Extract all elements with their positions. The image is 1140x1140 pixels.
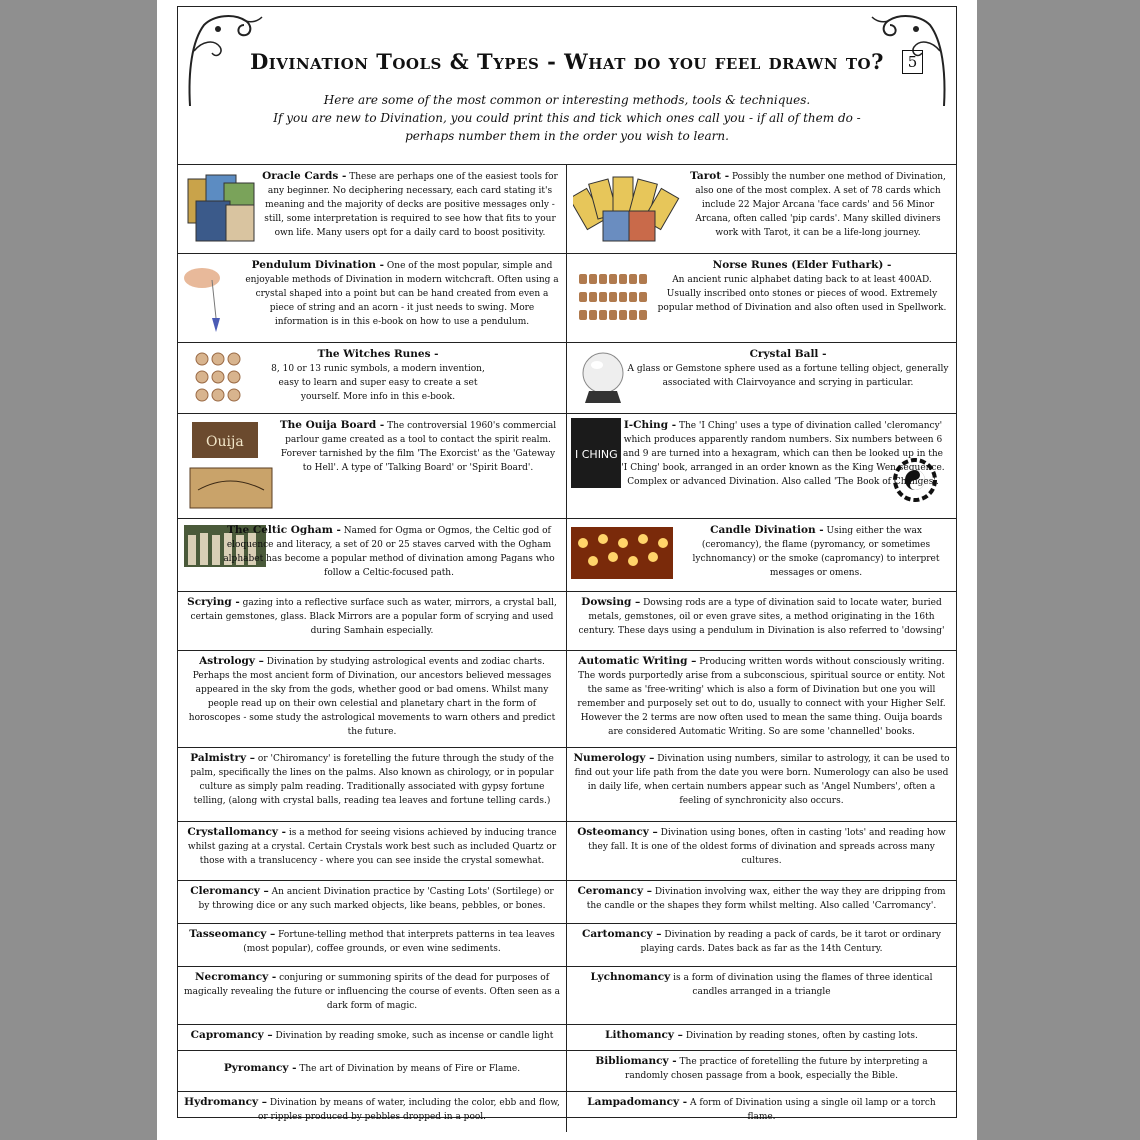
table-row [178, 342, 956, 413]
entry-name: Dowsing – [581, 596, 641, 608]
entry-tasseomancy [178, 924, 567, 966]
entry-candle-divination [567, 519, 956, 591]
entry-text: Dowsing rods are a type of divination said to locate water, buried metals, gemstones, oil or even grave sites, a method originating in the 16th century. These days using a pendulum in Divination is also referred to 'dowsing' [578, 598, 945, 636]
crystal-ball-image [575, 347, 631, 409]
entry-text: A glass or Gemstone sphere used as a fortune telling object, generally associated with Clairvoyance and scrying in particular. [627, 364, 949, 388]
entry-text: conjuring or summoning spirits of the dead for purposes of magically revealing the future or influencing the course of events. Often seen as a dark form of magic. [184, 973, 560, 1011]
page-header [178, 7, 956, 164]
entry-text: is a form of divination using the flames of three identical candles arranged in a triangle [673, 973, 933, 997]
tarot-cards-image [573, 171, 685, 245]
entry-scrying [178, 592, 567, 650]
table-row [178, 747, 956, 821]
pendulum-image [182, 260, 242, 334]
entry-name: Norse Runes (Elder Futhark) - [712, 259, 892, 271]
i-ching-book-title: I CHING [575, 448, 618, 461]
page-title: Divination Tools & Types - What do you feel drawn to? [250, 49, 884, 74]
entry-tarot [567, 165, 956, 253]
entry-text: or 'Chiromancy' is foretelling the future through the study of the palm, specifically the lines on the palms. Also known as chirology, or in popular culture as simply palm reading. Traditionally associated with gypsy fortune telling, (along with crystal balls, reading tea leaves and fortune telling cards.) [190, 754, 554, 806]
entry-text: Divination by means of water, including the color, ebb and flow, or ripples produced by pebbles dropped in a pool. [257, 1098, 560, 1122]
entry-text: Fortune-telling method that interprets patterns in tea leaves (most popular), coffee grounds, or even wine sediments. [243, 930, 555, 954]
ouija-board-image [188, 420, 274, 512]
entry-capromancy [178, 1025, 567, 1050]
ouija-logo-text: Ouija [206, 434, 244, 450]
divination-grid [178, 164, 956, 1132]
entry-name: Palmistry – [190, 752, 256, 764]
entry-name: Numerology – [573, 752, 655, 764]
entry-text: The art of Divination by means of Fire or Flame. [299, 1064, 521, 1074]
entry-witches-runes [178, 343, 567, 413]
entry-hydromancy [178, 1092, 567, 1132]
table-row [178, 1050, 956, 1091]
entry-name: Hydromancy – [184, 1096, 268, 1108]
entry-cartomancy [567, 924, 956, 966]
entry-text: A form of Divination using a single oil lamp or a torch flame. [690, 1098, 936, 1122]
intro-line: perhaps number them in the order you wish to learn. [405, 129, 729, 143]
entry-oracle-cards [178, 165, 567, 253]
entry-name: Lithomancy – [605, 1029, 683, 1041]
entry-bibliomancy [567, 1051, 956, 1091]
table-row [178, 966, 956, 1024]
entry-text: Divination using numbers, similar to astrology, it can be used to find out your life path from the date you were born. Numerology can also be used in daily life, when certain numbers appear such as 'Angel Numbers', often a feeling of synchronicity also occurs. [574, 754, 950, 806]
entry-crystal-ball [567, 343, 956, 413]
entry-name: Crystallomancy - [187, 826, 286, 838]
entry-name: Oracle Cards - [262, 170, 347, 182]
table-row [178, 821, 956, 880]
entry-astrology [178, 651, 567, 747]
entry-text: The 'I Ching' uses a type of divination called 'cleromancy' which produces apparently random numbers. Six numbers between 6 and 9 are turned into a hexagram, which can then be looked up in the 'I Ching' book, arranged in an order known as the King Wen sequence. Complex or advanced Divination. Also called 'The Book of Changes'. [621, 421, 945, 487]
entry-cleromancy [178, 881, 567, 923]
entry-name: Pyromancy - [223, 1062, 297, 1074]
table-row [178, 880, 956, 923]
entry-lithomancy [567, 1025, 956, 1050]
entry-name: Ceromancy – [577, 885, 652, 897]
entry-text: is a method for seeing visions achieved by inducing trance whilst gazing at a crystal. Certain Crystals work best such as included Quartz or those with a translucency - where you can see inside the crystal somewhat. [187, 828, 557, 866]
entry-text: These are perhaps one of the easiest tools for any beginner. No deciphering necessary, each card stating it's meaning and the majority of decks are positive messages only - still, some interpretation is required to see how that fits to your own life. Many users opt for a daily card to boost positivity. [264, 172, 558, 238]
entry-necromancy [178, 967, 567, 1024]
entry-name: Tarot - [690, 170, 730, 182]
table-row [178, 923, 956, 966]
entry-norse-runes [567, 254, 956, 342]
intro-text [218, 91, 916, 145]
entry-celtic-ogham [178, 519, 567, 591]
entry-name: The Celtic Ogham - [227, 524, 341, 536]
entry-numerology [567, 748, 956, 821]
entry-text: Divination by reading a pack of cards, be it tarot or ordinary playing cards. Dates back as far as the 14th Century. [640, 930, 942, 954]
entry-name: The Witches Runes - [317, 348, 439, 360]
entry-name: Cartomancy – [581, 928, 662, 940]
entry-dowsing [567, 592, 956, 650]
witches-runes-image [192, 349, 252, 407]
entry-name: The Ouija Board - [279, 419, 385, 431]
entry-lychnomancy [567, 967, 956, 1024]
entry-text: One of the most popular, simple and enjoyable methods of Divination in modern witchcraft. Often using a crystal shaped into a point but can be hand created from even a piece of string and an acorn - it just needs to swing. More information is in this e-book on how to use a pendulum. [245, 261, 559, 327]
candles-image [571, 527, 673, 579]
entry-ouija-board [178, 414, 567, 518]
entry-name: Astrology – [199, 655, 264, 667]
entry-ceromancy [567, 881, 956, 923]
entry-name: Necromancy - [194, 971, 277, 983]
table-row [178, 253, 956, 342]
entry-name: Lychnomancy [590, 971, 671, 983]
entry-text: Using either the wax (ceromancy), the flame (pyromancy, or sometimes lychnomancy) or the smoke (capromancy) to interpret messages or omens. [692, 526, 940, 578]
entry-name: Lampadomancy - [587, 1096, 688, 1108]
entry-name: Bibliomancy - [595, 1055, 677, 1067]
table-row [178, 164, 956, 253]
table-row [178, 650, 956, 747]
table-row [178, 591, 956, 650]
oracle-cards-image [186, 171, 258, 243]
document-page [157, 0, 977, 1140]
intro-line: If you are new to Divination, you could print this and tick which ones call you - if all of them do - [273, 111, 861, 125]
entry-name: Pendulum Divination - [251, 259, 385, 271]
entry-text: Divination involving wax, either the way they are dripping from the candle or the shapes they form whilst melting. Also called 'Carromancy'. [586, 887, 946, 911]
entry-name: Capromancy – [190, 1029, 273, 1041]
entry-name: Scrying - [187, 596, 240, 608]
entry-pendulum [178, 254, 567, 342]
entry-text: An ancient Divination practice by 'Casting Lots' (Sortilege) or by throwing dice or any such marked objects, like beans, pebbles, or bones. [198, 887, 554, 911]
entry-name: Osteomancy – [577, 826, 658, 838]
entry-osteomancy [567, 822, 956, 880]
entry-palmistry [178, 748, 567, 821]
entry-name: I-Ching - [623, 419, 677, 431]
entry-text: gazing into a reflective surface such as water, mirrors, a crystal ball, certain gemstones, glass. Black Mirrors are a popular form of scrying and used during Samhain especially. [190, 598, 557, 636]
entry-text: The controversial 1960's commercial parlour game created as a tool to contact the spirit realm. Forever tarnished by the film 'The Exorcist' as the 'Gateway to Hell'. A type of 'Talking Board' or 'Spirit Board'. [280, 421, 557, 473]
entry-pyromancy [178, 1051, 567, 1091]
entry-name: Automatic Writing – [578, 655, 697, 667]
entry-crystallomancy [178, 822, 567, 880]
i-ching-book-image [571, 418, 621, 488]
entry-automatic-writing [567, 651, 956, 747]
entry-text: Divination by studying astrological events and zodiac charts. Perhaps the most ancient form of Divination, our ancestors believed messages appeared in the sky from the gods, whether good or bad omens. Whilst many people read up on their own celestial and planetary chart in the form of horoscopes - some study the astrological movements to warn others and predict the future. [188, 657, 556, 737]
entry-text: Named for Ogma or Ogmos, the Celtic god of eloquence and literacy, a set of 20 or 25 staves carved with the Ogham alphabet has become a popular method of divination among Pagans who follow a Celtic-focused path. [223, 526, 555, 578]
table-row [178, 518, 956, 591]
page-number: 5 [902, 50, 923, 74]
table-row [178, 1024, 956, 1050]
table-row [178, 1091, 956, 1132]
entry-name: Crystal Ball - [749, 348, 827, 360]
entry-i-ching [567, 414, 956, 518]
norse-runes-image [577, 272, 651, 324]
entry-text: An ancient runic alphabet dating back to at least 400AD. Usually inscribed onto stones or pieces of wood. Extremely popular method of Divination and also often used in Spellwork. [657, 275, 947, 313]
entry-text: Divination by reading stones, often by casting lots. [685, 1031, 918, 1041]
entry-text: Divination using bones, often in casting 'lots' and reading how they fall. It is one of the oldest forms of divination and spreads across many cultures. [588, 828, 946, 866]
entry-text: 8, 10 or 13 runic symbols, a modern invention, easy to learn and super easy to create a set yourself. More info in this e-book. [271, 364, 485, 402]
intro-line: Here are some of the most common or interesting methods, tools & techniques. [323, 93, 811, 107]
entry-text: Producing written words without consciously writing. The words purportedly arise from a subconscious, spiritual source or entity. Not the same as 'free-writing' which is also a form of Divination but one you will remember and purposely set out to do, usually to connect with your Higher Self. However the 2 terms are now often used to mean the same thing. Ouija boards are considered Automatic Writing. So are some 'channelled' books. [577, 657, 946, 737]
table-row [178, 413, 956, 518]
entry-name: Candle Divination - [710, 524, 824, 536]
entry-text: The practice of foretelling the future by interpreting a randomly chosen passage from a book, especially the Bible. [625, 1057, 928, 1081]
entry-name: Tasseomancy – [189, 928, 276, 940]
page-frame [177, 6, 957, 1122]
entry-text: Possibly the number one method of Divination, also one of the most complex. A set of 78 cards which include 22 Major Arcana 'face cards' and 56 Minor Arcana, often called 'pip cards'. Many skilled diviners work with Tarot, it can be a life-long journey. [695, 172, 946, 238]
entry-lampadomancy [567, 1092, 956, 1132]
entry-text: Divination by reading smoke, such as incense or candle light [275, 1031, 554, 1041]
entry-name: Cleromancy – [190, 885, 269, 897]
